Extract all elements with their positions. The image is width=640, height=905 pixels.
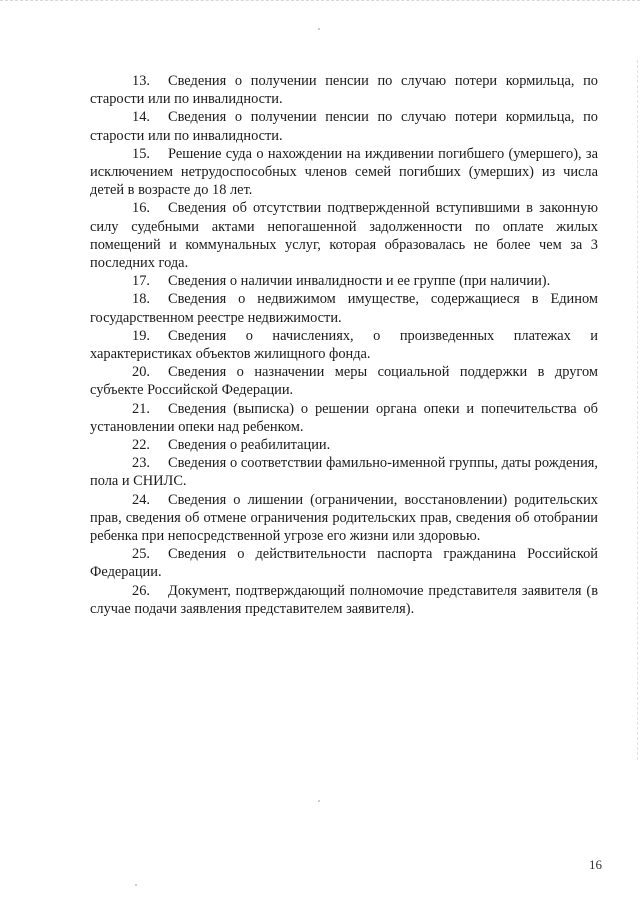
list-item [90, 290, 598, 326]
item-number: 25. [132, 546, 150, 563]
scan-speck [318, 800, 320, 802]
item-text: Сведения о получении пенсии по случаю потери кормильца, по старости или по инвалидности. [90, 73, 598, 108]
list-item [90, 400, 598, 436]
list-item [90, 582, 598, 618]
item-text: Решение суда о нахождении на иждивении погибшего (умершего), за исключением нетрудоспособных членов семей погибших (умерших) из числа детей в возрасте до 18 лет. [90, 145, 598, 199]
item-number: 22. [132, 437, 150, 454]
item-text: Сведения о лишении (ограничении, восстановлении) родительских прав, сведения об отмене ограничения родительских прав, сведения об отобрании ребенка при непосредственной угрозе его жизни или здоровью. [90, 491, 598, 545]
list-item [90, 327, 598, 363]
list-item [90, 72, 598, 108]
item-number: 14. [132, 109, 150, 126]
item-text: Сведения об отсутствии подтвержденной вступившими в законную силу судебными актами непогашенной задолженности по оплате жилых помещений и коммунальных услуг, которая образовалась не более чем за 3 последних года. [90, 200, 598, 272]
list-item [90, 436, 598, 454]
item-number: 17. [132, 273, 150, 290]
item-number: 19. [132, 327, 150, 344]
item-number: 13. [132, 73, 150, 89]
list-item [90, 272, 598, 290]
item-text: Документ, подтверждающий полномочие представителя заявителя (в случае подачи заявления представителем заявителя). [90, 582, 598, 617]
item-number: 21. [132, 400, 150, 417]
document-body [90, 72, 598, 618]
item-text: Сведения (выписка) о решении органа опеки и попечительства об установлении опеки над ребенком. [90, 400, 598, 435]
scan-speck [135, 884, 137, 886]
scan-edge-right [636, 60, 638, 760]
item-text: Сведения о получении пенсии по случаю потери кормильца, по старости или по инвалидности. [90, 109, 598, 144]
list-item [90, 491, 598, 546]
item-text: Сведения о реабилитации. [168, 437, 331, 454]
item-text: Сведения о назначении меры социальной поддержки в другом субъекте Российской Федерации. [90, 364, 598, 399]
item-text: Сведения о недвижимом имуществе, содержащиеся в Едином государственном реестре недвижимости. [90, 291, 598, 326]
item-number: 15. [132, 145, 150, 162]
list-item [90, 145, 598, 200]
item-number: 26. [132, 582, 150, 599]
list-item [90, 108, 598, 144]
item-number: 23. [132, 455, 150, 472]
page-number: 16 [589, 857, 602, 872]
item-number: 16. [132, 200, 150, 217]
item-text: Сведения о соответствии фамильно-именной группы, даты рождения, пола и СНИЛС. [90, 455, 598, 490]
list-item [90, 199, 598, 272]
item-number: 18. [132, 291, 150, 308]
list-item [90, 363, 598, 399]
item-text: Сведения о начислениях, о произведенных платежах и характеристиках объектов жилищного фонда. [90, 327, 598, 363]
scan-edge-top [0, 0, 640, 4]
scan-speck [318, 28, 320, 30]
item-text: Сведения о наличии инвалидности и ее группе (при наличии). [168, 273, 551, 290]
item-text: Сведения о действительности паспорта гражданина Российской Федерации. [90, 546, 598, 581]
item-number: 24. [132, 491, 150, 508]
item-number: 20. [132, 364, 150, 381]
list-item [90, 545, 598, 581]
list-item [90, 454, 598, 490]
